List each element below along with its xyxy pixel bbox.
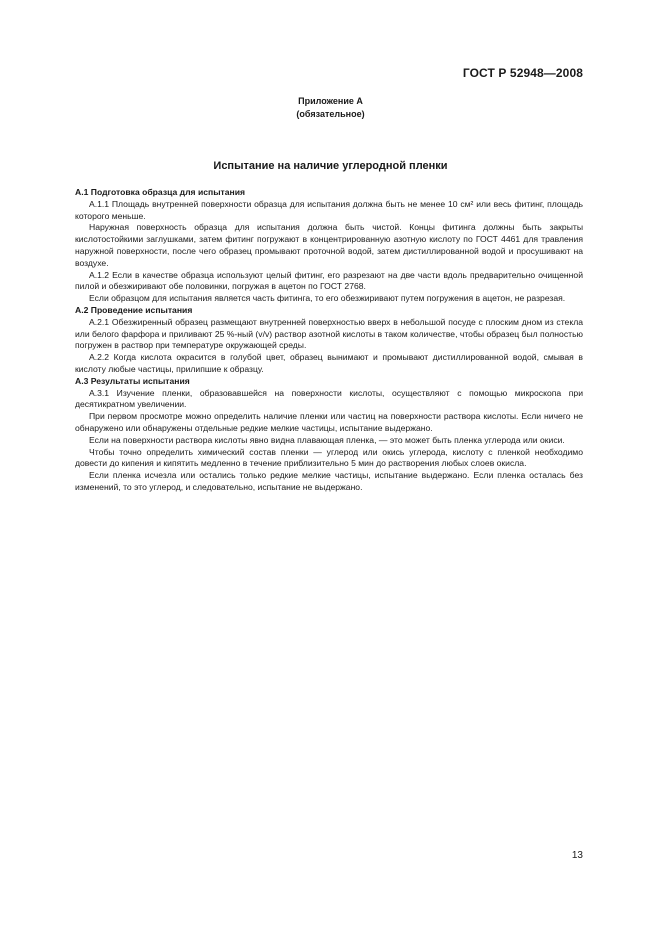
paragraph: При первом просмотре можно определить наличие пленки или частиц на поверхности раствора кислоты. Если ничего не обнаружено или обнаружены отдельные редкие мелкие частицы, испытание выдержано. (75, 411, 583, 433)
section-heading: А.2 Проведение испытания (75, 304, 193, 315)
section-heading: А.3 Результаты испытания (75, 375, 190, 386)
page-number: 13 (571, 850, 583, 861)
paragraph: Чтобы точно определить химический состав пленки — углерод или окись углерода, кислоту с пленкой необходимо довести до кипения и кипятить медленно в течение приблизительно 5 мин до растворения любых слоев окисла. (75, 446, 583, 469)
appendix-type: (обязательное) (296, 109, 365, 119)
paragraph: А.2.2 Когда кислота окрасится в голубой цвет, образец вынимают и промывают дистиллированной водой, смывая в кислоту любые частицы, прилипшие к образцу. (75, 352, 583, 374)
paragraph: А.2.1 Обезжиренный образец размещают внутренней поверхностью вверх в небольшой посуде с плоским дном из стекла или белого фарфора и приливают 25 %-ный (v/v) раствор азотной кислоты в таком количестве, чтобы образец был полностью погружен в раствор при температуре окружающей среды. (75, 316, 583, 351)
paragraph: Если образцом для испытания является часть фитинга, то его обезжиривают путем погружения в ацетон, не разрезая. (89, 293, 566, 304)
paragraph: А.3.1 Изучение пленки, образовавшейся на поверхности кислоты, осуществляют с помощью микроскопа при десятикратном увеличении. (75, 387, 583, 410)
paragraph: Если пленка исчезла или остались только редкие мелкие частицы, испытание выдержано. Если пленка осталась без изменений, то это углерод, и следовательно, испытание не выдержано. (75, 470, 583, 492)
section-title: Испытание на наличие углеродной пленки (213, 160, 448, 172)
paragraph: А.1.1 Площадь внутренней поверхности образца для испытания должна быть не менее 10 см² или весь фитинг, площадь которого меньше. (75, 198, 583, 221)
paragraph: Если на поверхности раствора кислоты явно видна плавающая пленка, — это может быть пленка углерода или окиси. (89, 434, 565, 445)
document-code: ГОСТ Р 52948—2008 (462, 66, 583, 80)
paragraph: Наружная поверхность образца для испытания должна быть чистой. Концы фитинга должны быть закрыты кислотостойкими заглушками, затем фитинг погружают в концентрированную азотную кислоту по ГОСТ 4461 для травления наружной поверхности, после чего образец промывают проточной водой, затем дистиллированной водой и просушивают на воздухе. (75, 222, 583, 268)
appendix-heading (0, 95, 661, 121)
section-heading: А.1 Подготовка образца для испытания (75, 187, 246, 197)
document-body (75, 187, 583, 494)
appendix-title: Приложение А (298, 96, 363, 106)
paragraph: А.1.2 Если в качестве образца используют целый фитинг, его разрезают на две части вдоль предварительно очищенной пилой и обезжиривают обе половинки, погружая в ацетон по ГОСТ 2768. (75, 269, 583, 292)
